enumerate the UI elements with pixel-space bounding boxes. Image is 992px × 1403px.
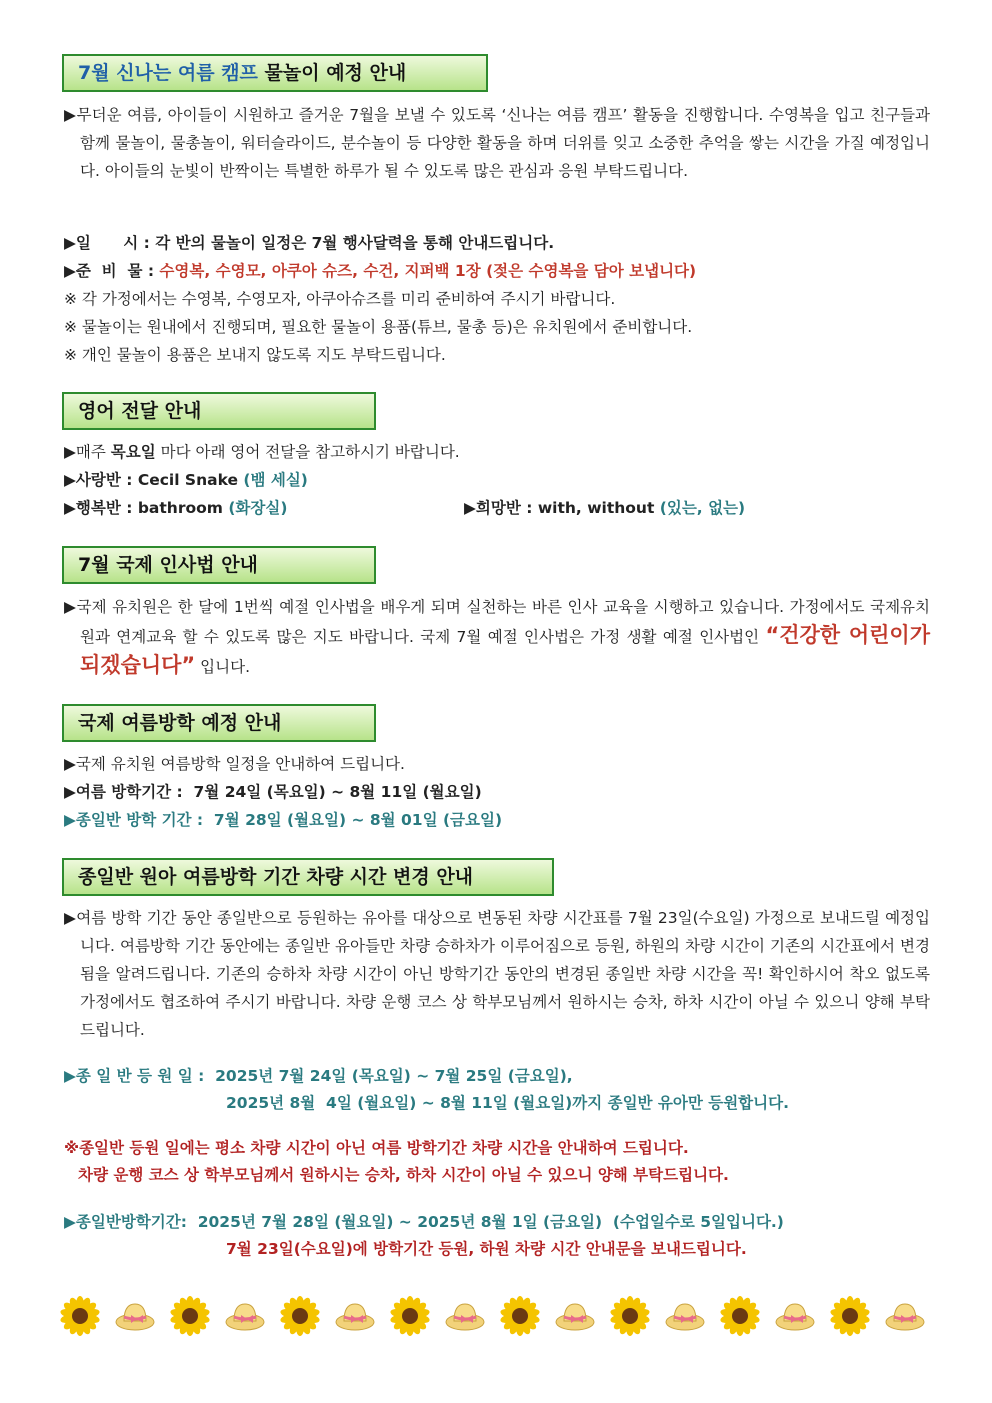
- english-intro-day: 목요일: [110, 443, 156, 461]
- class-phrase: ▶희망반 : with, without: [464, 499, 660, 517]
- straw-hat-icon: [666, 1304, 704, 1330]
- english-class-haengbok: [64, 494, 287, 522]
- section-header-bus-schedule: [62, 858, 554, 896]
- vacation-period: ▶여름 방학기간 : 7월 24일 (목요일) ~ 8월 11일 (월요일): [64, 783, 482, 801]
- sunflower-icon: [280, 1296, 321, 1336]
- attendance-days-1: ▶종 일 반 등 원 일 : 2025년 7월 24일 (목요일) ~ 7월 25일 (금요일),: [64, 1067, 573, 1085]
- english-intro: [64, 438, 460, 466]
- sunflower-icon: [60, 1296, 100, 1336]
- class-phrase: ▶사랑반 : Cecil Snake: [64, 471, 244, 489]
- camp-note-1: ※ 각 가정에서는 수영복, 수영모자, 아쿠아슈즈를 미리 준비하여 주시기 바랍니다.: [64, 290, 616, 308]
- section-header-summer-camp: [62, 54, 488, 92]
- camp-description-text: ▶무더운 여름, 아이들이 시원하고 즐거운 7월을 보낼 수 있도록 ‘신나는 여름 캠프’ 활동을 진행합니다. 수영복을 입고 친구들과 함께 물놀이, 물총놀이, 워터슬라이드, 분수놀이 등 다양한 활동을 하며 더위를 잊고 소중한 추억을 쌓는 시간을 가질 예정입니다. 아이들의 눈빛이 반짝이는 특별한 하루가 될 수 있도록 많은 관심과 응원 부탁드립니다.: [64, 106, 930, 180]
- greeting-text-c: 입니다.: [195, 658, 251, 676]
- warning-line-2: 차량 운행 코스 상 학부모님께서 원하시는 승차, 하차 시간이 아닐 수 있으니 양해 부탁드립니다.: [78, 1166, 729, 1184]
- class-meaning: (화장실): [228, 499, 288, 517]
- camp-prep-label: ▶준 비 물 :: [64, 262, 160, 280]
- sunflower-icon: [720, 1296, 761, 1336]
- header-text: 물놀이 예정 안내: [257, 62, 407, 84]
- english-class-huimang: [464, 494, 745, 522]
- camp-note-2: ※ 물놀이는 원내에서 진행되며, 필요한 물놀이 용품(튜브, 물총 등)은 유치원에서 준비합니다.: [64, 318, 693, 336]
- greeting-text-a: ▶국제 유치원은 한 달에 1번씩 예절 인사법을 배우게 되며 실천하는 바른 인사 교육을 시행하고 있습니다. 가정에서도 국제유치원과 연계교육 할 수 있도록 많은 지도 바랍니다. 국제 7월 예절 인사법은 가정 생활 예절 인사법인: [64, 598, 930, 646]
- english-intro-a: ▶매주: [64, 443, 111, 461]
- english-intro-c: 마다 아래 영어 전달을 참고하시기 바랍니다.: [155, 443, 460, 461]
- header-text: 7월 국제 인사법 안내: [78, 554, 258, 576]
- straw-hat-icon: [446, 1304, 484, 1330]
- greeting-phrase: “건강한 어린이가 되겠습니다”: [80, 623, 930, 677]
- bus-description-text: ▶여름 방학 기간 동안 종일반으로 등원하는 유아를 대상으로 변동된 차량 시간표를 7월 23일(수요일) 가정으로 보내드릴 예정입니다. 여름방학 기간 동안에는 종일반 유아들만 차량 승하차가 이루어짐으로 등원, 하원의 차량 시간이 기존의 시간표에서 변경됨을 알려드립니다. 기존의 승하차 차량 시간이 아닌 방학기간 동안의 변경된 종일반 차량 시간을 꼭! 확인하시어 착오 없도록 가정에서도 협조하여 주시기 바랍니다. 차량 운행 코스 상 학부모님께서 원하시는 승차, 하차 시간이 아닐 수 있으니 양해 부탁드립니다.: [64, 909, 930, 1039]
- class-meaning: (있는, 없는): [659, 499, 746, 517]
- attendance-days-2: 2025년 8월 4일 (월요일) ~ 8월 11일 (월요일)까지 종일반 유아만 등원합니다.: [226, 1094, 789, 1112]
- camp-note-3: ※ 개인 물놀이 용품은 보내지 않도록 지도 부탁드립니다.: [64, 346, 446, 364]
- bus-notice-line: 7월 23일(수요일)에 방학기간 등원, 하원 차량 시간 안내문을 보내드립니다.: [226, 1240, 747, 1258]
- camp-date-label: ▶일 시 :: [64, 234, 156, 252]
- straw-hat-icon: [116, 1304, 154, 1330]
- camp-prep-text: 수영복, 수영모, 아쿠아 슈즈, 수건, 지퍼백 1장 (젖은 수영복을 담아 보냅니다): [159, 262, 697, 280]
- sunflower-icon: [170, 1296, 211, 1336]
- warning-line-1: ※종일반 등원 일에는 평소 차량 시간이 아닌 여름 방학기간 차량 시간을 안내하여 드립니다.: [64, 1139, 689, 1157]
- class-phrase: ▶행복반 : bathroom: [64, 499, 229, 517]
- straw-hat-icon: [776, 1304, 814, 1330]
- vacation-intro: ▶국제 유치원 여름방학 일정을 안내하여 드립니다.: [64, 755, 405, 773]
- sunflower-icon: [500, 1296, 541, 1336]
- camp-description: [64, 101, 930, 185]
- camp-date-line: [64, 229, 554, 257]
- fullday-vacation-period: ▶종일반 방학 기간 : 7월 28일 (월요일) ~ 8월 01일 (금요일): [64, 811, 503, 829]
- header-highlight: 7월 신나는 여름 캠프: [78, 62, 258, 84]
- camp-prep-line: [64, 257, 696, 285]
- decorative-border: [60, 1296, 940, 1336]
- section-header-vacation: [62, 704, 376, 742]
- straw-hat-icon: [886, 1304, 924, 1330]
- straw-hat-icon: [226, 1304, 264, 1330]
- sunflower-icon: [390, 1296, 431, 1336]
- greeting-description: [64, 593, 930, 681]
- sunflower-icon: [610, 1296, 651, 1336]
- english-class-sarang: [64, 466, 308, 494]
- fullday-vacation-line: ▶종일반방학기간: 2025년 7월 28일 (월요일) ~ 2025년 8월 1일 (금요일) (수업일수로 5일입니다.): [64, 1213, 784, 1231]
- sunflower-icon: [830, 1296, 871, 1336]
- header-text: 종일반 원아 여름방학 기간 차량 시간 변경 안내: [78, 866, 474, 888]
- section-header-greeting: [62, 546, 376, 584]
- greeting-text: [64, 593, 930, 681]
- straw-hat-icon: [556, 1304, 594, 1330]
- camp-date-text: 각 반의 물놀이 일정은 7월 행사달력을 통해 안내드립니다.: [155, 234, 555, 252]
- bus-description: [64, 904, 930, 1044]
- header-text: 영어 전달 안내: [78, 400, 202, 422]
- straw-hat-icon: [336, 1304, 374, 1330]
- class-meaning: (뱀 세실): [243, 471, 308, 489]
- section-header-english: [62, 392, 376, 430]
- header-text: 국제 여름방학 예정 안내: [78, 712, 282, 734]
